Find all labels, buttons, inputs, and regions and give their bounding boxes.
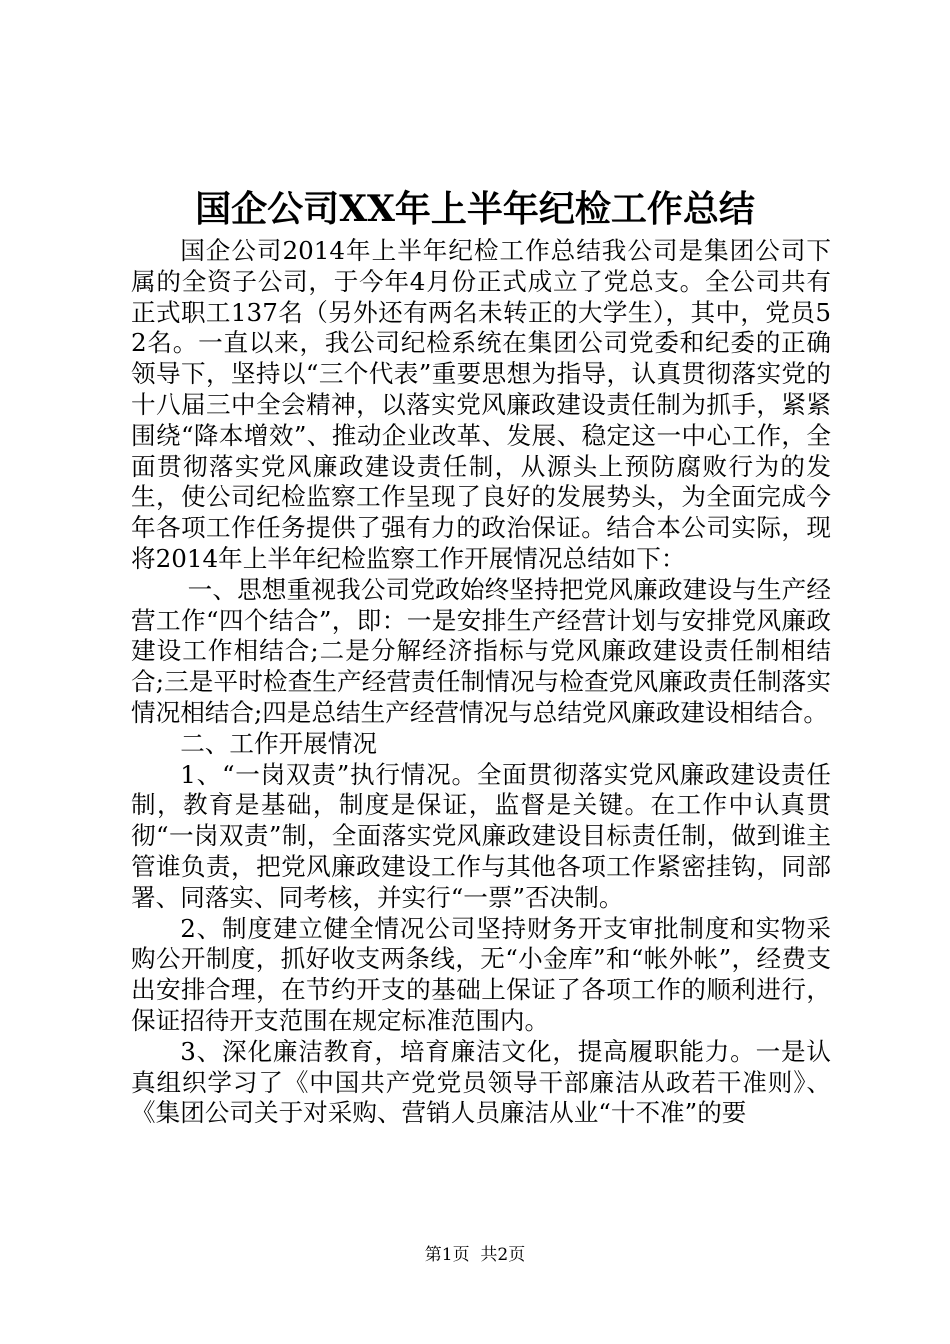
page-number: 第1页: [424, 1245, 470, 1265]
section-one-paragraph: 一、思想重视我公司党政始终坚持把党风廉政建设与生产经营工作“四个结合”，即：一是安排生产经营计划与安排党风廉政建设工作相结合;二是分解经济指标与党风廉政建设责任制相结合;三是平时检查生产经营责任制情况与检查党风廉政责任制落实情况相结合;四是总结生产经营情况与总结党风廉政建设相结合。: [131, 574, 831, 727]
intro-paragraph: 国企公司2014年上半年纪检工作总结我公司是集团公司下属的全资子公司，于今年4月份正式成立了党总支。全公司共有正式职工137名（另外还有两名未转正的大学生），其中，党员52名。一直以来，我公司纪检系统在集团公司党委和纪委的正确领导下，坚持以“三个代表”重要思想为指导，认真贯彻落实党的十八届三中全会精神，以落实党风廉政建设责任制为抓手，紧紧围绕“降本增效”、推动企业改革、发展、稳定这一中心工作，全面贯彻落实党风廉政建设责任制，从源头上预防腐败行为的发生，使公司纪检监察工作呈现了良好的发展势头，为全面完成今年各项工作任务提供了强有力的政治保证。结合本公司实际，现将2014年上半年纪检监察工作开展情况总结如下：: [131, 236, 831, 573]
item-one-paragraph: 1、“一岗双责”执行情况。全面贯彻落实党风廉政建设责任制，教育是基础，制度是保证，监督是关键。在工作中认真贯彻“一岗双责”制，全面落实党风廉政建设目标责任制，做到谁主管谁负责，把党风廉政建设工作与其他各项工作紧密挂钩，同部署、同落实、同考核，并实行“一票”否决制。: [131, 759, 831, 912]
item-three-paragraph: 3、深化廉洁教育，培育廉洁文化，提高履职能力。一是认真组织学习了《中国共产党党员领导干部廉洁从政若干准则》、《集团公司关于对采购、营销人员廉洁从业“十不准”的要: [131, 1036, 831, 1128]
page-total: 共2页: [480, 1245, 526, 1265]
page-footer: [0, 1244, 950, 1266]
section-two-heading: 二、工作开展情况: [180, 728, 377, 758]
item-two-paragraph: 2、制度建立健全情况公司坚持财务开支审批制度和实物采购公开制度，抓好收支两条线，无“小金库”和“帐外帐”，经费支出安排合理，在节约开支的基础上保证了各项工作的顺利进行，保证招待开支范围在规定标准范围内。: [131, 913, 831, 1035]
document-title: 国企公司XX年上半年纪检工作总结: [195, 188, 755, 230]
document-body: [131, 236, 831, 1129]
